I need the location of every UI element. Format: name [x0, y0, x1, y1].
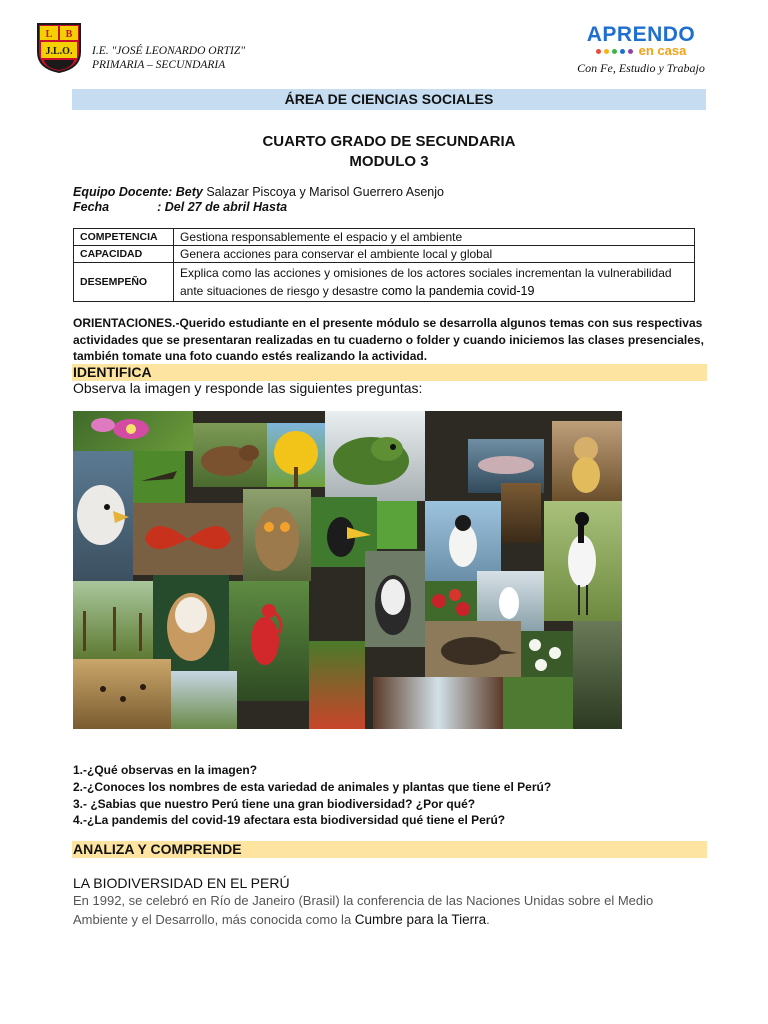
brand-main: APRENDO: [586, 23, 696, 46]
brand-dot: [604, 49, 609, 54]
brand-sub: en casa: [638, 43, 687, 58]
owl-photo: [243, 489, 311, 581]
anteater-photo: [425, 621, 521, 677]
crest-letter-left: L: [45, 29, 53, 40]
question-item: 4.-¿La pandemis del covid-19 afectara esta biodiversidad qué tiene el Perú?: [73, 813, 506, 828]
cumbre-tierra-text: Cumbre para la Tierra: [354, 912, 487, 927]
white-flowers-photo: [521, 631, 573, 677]
desempeno-text-tail: como la pandemia covid-19: [378, 284, 535, 298]
grasshopper-photo: [133, 451, 185, 503]
area-title: ÁREA DE CIENCIAS SOCIALES: [72, 89, 706, 110]
capybara-photo: [193, 423, 267, 487]
forest-photo: [73, 581, 153, 659]
competency-table: [73, 228, 695, 302]
biodiversity-paragraph: [73, 891, 707, 929]
dart-frog-photo: [501, 483, 541, 543]
team-value: Salazar Piscoya y Marisol Guerrero Asenjo: [202, 185, 444, 199]
biodiversity-text-end: .: [486, 912, 490, 927]
aprendo-en-casa-logo: [574, 24, 708, 76]
barn-owl-photo: [153, 575, 229, 671]
biodiversity-text: En 1992, se celebró en Río de Janeiro (Brasil) la conferencia de las Naciones Unidas sobre el Medio Ambiente y el Desarrollo, más conocida como la: [73, 893, 654, 927]
meta-info: [73, 185, 444, 215]
table-value: [174, 263, 695, 302]
monkey-photo: [552, 421, 622, 501]
table-value: Gestiona responsablemente el espacio y el ambiente: [174, 229, 695, 246]
table-key: COMPETENCIA: [74, 229, 174, 246]
brand-dots: [596, 49, 633, 54]
brand-dot: [612, 49, 617, 54]
crest-letter-right: B: [65, 29, 73, 40]
identifica-heading: IDENTIFICA: [72, 364, 707, 381]
duck-photo: [573, 621, 622, 729]
brand-dot: [628, 49, 633, 54]
yellow-tree-photo: [267, 423, 325, 487]
grade-heading: [72, 132, 706, 172]
crest-motto: J.L.O.: [45, 46, 73, 57]
school-levels: PRIMARIA – SECUNDARIA: [92, 59, 226, 71]
bird-photo: [425, 501, 501, 581]
date-value: : Del 27 de abril Hasta: [157, 200, 288, 214]
eagle-photo: [73, 451, 133, 581]
red-flowers-photo: [425, 581, 477, 621]
sloth-photo: [503, 677, 573, 729]
identifica-instruction: Observa la imagen y responde las siguientes preguntas:: [73, 380, 423, 396]
vulture-photo: [365, 551, 425, 647]
frog-photo: [377, 501, 417, 549]
table-key: CAPACIDAD: [74, 246, 174, 263]
team-label: Equipo Docente: Bety: [73, 185, 203, 199]
brand-dot: [596, 49, 601, 54]
table-row: [74, 263, 695, 302]
desempeno-text: Explica como las acciones y omisiones de los actores sociales incrementan la vulnerabilidad ante situaciones de riesgo y desastre: [180, 266, 672, 298]
palm-tree-photo: [171, 671, 237, 729]
analiza-heading: ANALIZA Y COMPRENDE: [72, 841, 707, 858]
date-label: Fecha: [73, 200, 110, 214]
iguana-photo: [325, 411, 425, 501]
school-crest-logo: [36, 22, 82, 74]
table-row: [74, 246, 695, 263]
question-item: 3.- ¿Sabias que nuestro Perú tiene una gran biodiversidad? ¿Por qué?: [73, 796, 476, 811]
school-name: I.E. "JOSÉ LEONARDO ORTIZ": [92, 45, 246, 57]
waterfall-photo: [373, 677, 503, 729]
question-item: 2.-¿Conoces los nombres de esta variedad de animales y plantas que tiene el Perú?: [73, 779, 552, 794]
questions-list: [73, 762, 551, 829]
biodiversity-title: LA BIODIVERSIDAD EN EL PERÚ: [73, 875, 290, 891]
biodiversity-collage: [73, 411, 622, 729]
ocelot-photo: [73, 659, 171, 729]
orchid-photo: [73, 411, 193, 451]
brand-dot: [620, 49, 625, 54]
brand-tagline: Con Fe, Estudio y Trabajo: [577, 61, 705, 75]
stork-photo: [544, 501, 622, 621]
question-item: 1.-¿Qué observas en la imagen?: [73, 763, 258, 777]
school-info: [92, 44, 245, 72]
butterfly-photo: [133, 503, 243, 575]
plants-photo: [309, 641, 365, 729]
table-key: DESEMPEÑO: [74, 263, 174, 302]
table-value: Genera acciones para conservar el ambiente local y global: [174, 246, 695, 263]
table-row: [74, 229, 695, 246]
scarlet-ibis-photo: [229, 581, 309, 701]
orientaciones-text: ORIENTACIONES.-Querido estudiante en el presente módulo se desarrolla algunos temas con sus respectivas actividades que se presentaran realizadas en tu cuaderno o folder y cuando iniciemos las clases presenciales, también tomate una foto cuando estés realizando la actividad.: [73, 316, 704, 363]
grade-title: CUARTO GRADO DE SECUNDARIA: [262, 133, 516, 150]
module-title: MODULO 3: [349, 153, 429, 170]
